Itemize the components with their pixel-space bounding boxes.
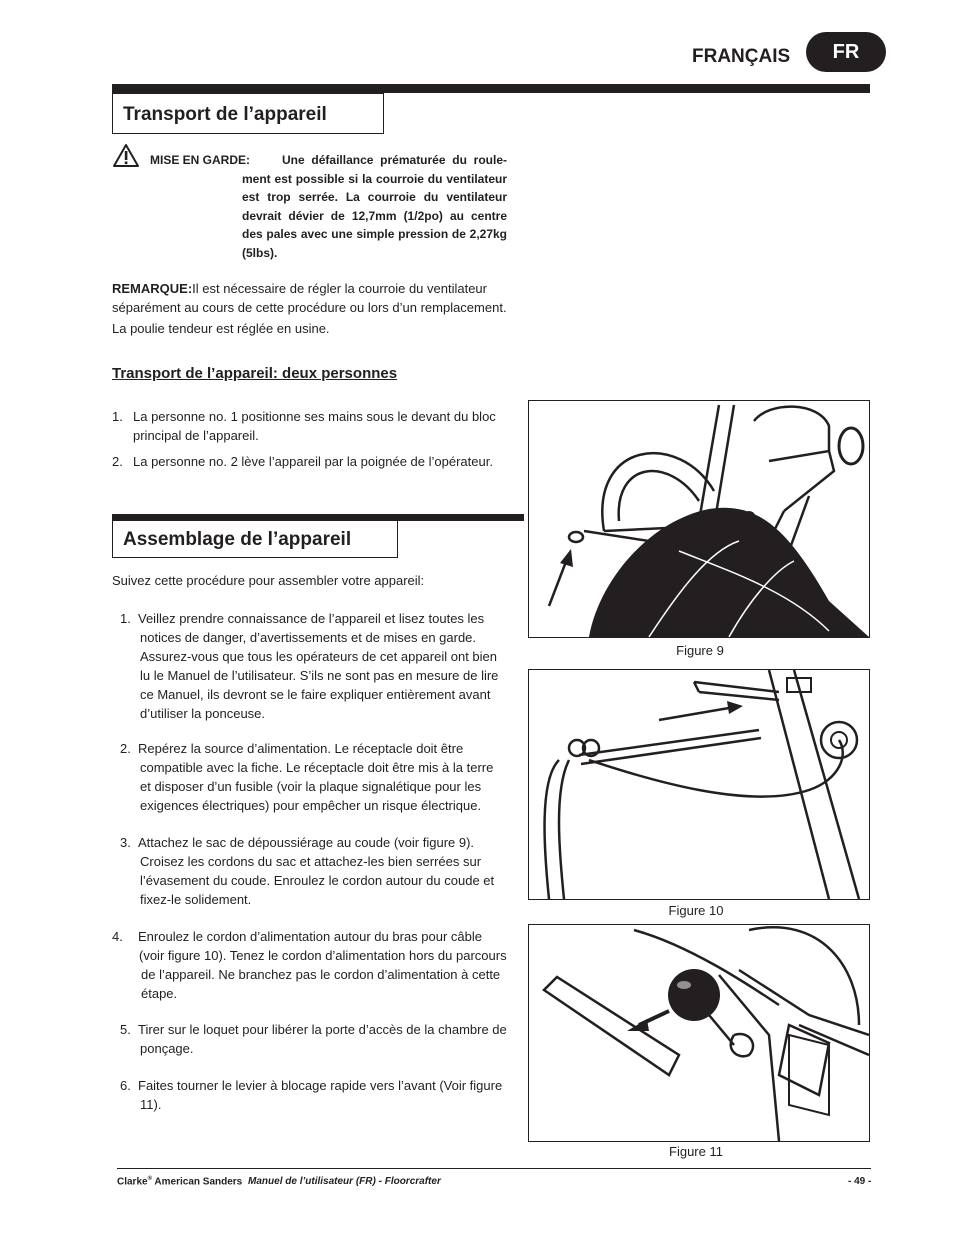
step-number: 2.	[120, 741, 131, 756]
step-item	[112, 927, 512, 1003]
figure-11-illustration	[528, 924, 870, 1142]
step-line: ponçage.	[140, 1041, 194, 1056]
footer-text	[117, 1176, 441, 1187]
step-first-line: Faites tourner le levier à blocage rapide vers l’avant (Voir figure	[138, 1078, 503, 1093]
step-line: l’évasement du coude. Enroulez le cordon autour du coude et	[140, 873, 495, 888]
step-item	[120, 739, 510, 815]
step-item	[120, 1076, 510, 1114]
note-paragraph	[112, 279, 512, 338]
step-line: exigences électriques) pour empêcher un risque électrique.	[140, 798, 482, 813]
section-rule	[112, 514, 524, 521]
intro-text: Suivez cette procédure pour assembler votre appareil:	[112, 573, 425, 588]
step-line: lu le Manuel de l’utilisateur. S’ils ne sont pas en mesure de lire	[140, 668, 499, 683]
step-line: (voir figure 10). Tenez le cordon d’alimentation hors du parcours	[139, 948, 507, 963]
figure-10-illustration	[528, 669, 870, 900]
step-item	[120, 833, 510, 909]
footer-registered: ®	[147, 1176, 152, 1182]
footer-company: American Sanders	[154, 1176, 243, 1188]
warning-text-first: Une défaillance prématurée du roule-	[282, 153, 507, 167]
step-line: compatible avec la fiche. Le réceptacle doit être mis à la terre	[140, 760, 494, 775]
warning-line: devrait dévier de 12,7mm (1/2po) au centre	[242, 208, 507, 223]
figure-10-caption: Figure 10	[668, 903, 724, 918]
language-code-badge: FR	[806, 32, 886, 72]
step-number: 5.	[120, 1022, 131, 1037]
step-line: ce Manuel, ils devront se le faire expliquer entièrement avant	[140, 687, 491, 702]
list-number: 2.	[112, 454, 123, 469]
list-line: principal de l’appareil.	[133, 428, 259, 443]
step-item	[120, 609, 510, 723]
step-number: 3.	[120, 835, 131, 850]
list-line: La personne no. 2 lève l’appareil par la poignée de l’opérateur.	[133, 454, 493, 469]
step-line: Croisez les cordons du sac et attachez-les bien serrées sur	[140, 854, 482, 869]
step-first-line: Attachez le sac de dépoussiérage au coude (voir figure 9).	[138, 835, 475, 850]
step-number: 6.	[120, 1078, 131, 1093]
figure-11-caption: Figure 11	[669, 1144, 723, 1159]
warning-text	[242, 170, 507, 263]
step-first-line: Enroulez le cordon d’alimentation autour du bras pour câble	[138, 929, 482, 944]
step-line: fixez-le solidement.	[140, 892, 252, 907]
subsection-title: Transport de l’appareil: deux personnes	[112, 365, 398, 382]
footer-manual: Manuel de l’utilisateur (FR) - Floorcrafter	[248, 1176, 441, 1188]
warning-line: ment est possible si la courroie du ventilateur	[242, 171, 507, 186]
note-text: Il est nécessaire de régler la courroie du ventilateur	[192, 281, 487, 296]
section-title-transport: Transport de l’appareil	[112, 93, 384, 134]
footer-brand: Clarke	[117, 1176, 148, 1188]
step-first-line: Tirer sur le loquet pour libérer la porte d’accès de la chambre de	[138, 1022, 507, 1037]
step-first-line: Repérez la source d’alimentation. Le réceptacle doit être	[138, 741, 464, 756]
step-line: d’utiliser la ponceuse.	[140, 706, 266, 721]
step-item	[120, 1020, 510, 1058]
warning-label: MISE EN GARDE:	[150, 153, 251, 167]
list-item	[112, 407, 512, 445]
warning-line: des pales avec une simple pression de 2,27kg	[242, 227, 507, 241]
language-label: FRANÇAIS	[692, 46, 791, 67]
step-line: étape.	[141, 986, 178, 1001]
warning-line: (5lbs).	[242, 245, 278, 260]
footer-rule	[117, 1168, 871, 1169]
step-line: et disposer d’un fusible (voir la plaque signalétique pour les	[140, 779, 482, 794]
figure-9-illustration	[528, 400, 870, 638]
header-rule	[112, 84, 870, 93]
note-label: REMARQUE:	[112, 281, 193, 296]
step-number: 4.	[112, 929, 123, 944]
list-number: 1.	[112, 409, 123, 424]
note-text: La poulie tendeur est réglée en usine.	[112, 321, 330, 336]
footer-page-number: - 49 -	[848, 1176, 872, 1187]
list-line: La personne no. 1 positionne ses mains sous le devant du bloc	[133, 409, 496, 424]
note-text: séparément au cours de cette procédure ou lors d’un remplacement.	[112, 300, 507, 315]
step-line: Assurez-vous que tous les opérateurs de cet appareil ont bien	[140, 649, 497, 664]
figure-9-caption: Figure 9	[676, 643, 724, 658]
step-number: 1.	[120, 611, 131, 626]
list-item	[112, 452, 512, 471]
warning-icon	[112, 143, 140, 168]
step-line: de l’appareil. Ne branchez pas le cordon d’alimentation à cette	[141, 967, 501, 982]
warning-line: est trop serrée. La courroie du ventilateur	[242, 190, 507, 204]
step-first-line: Veillez prendre connaissance de l’appareil et lisez toutes les	[138, 611, 485, 626]
section-title-assembly: Assemblage de l’appareil	[112, 521, 398, 558]
step-line: notices de danger, d’avertissements et de mises en garde.	[140, 630, 477, 645]
step-line: 11).	[140, 1097, 162, 1112]
